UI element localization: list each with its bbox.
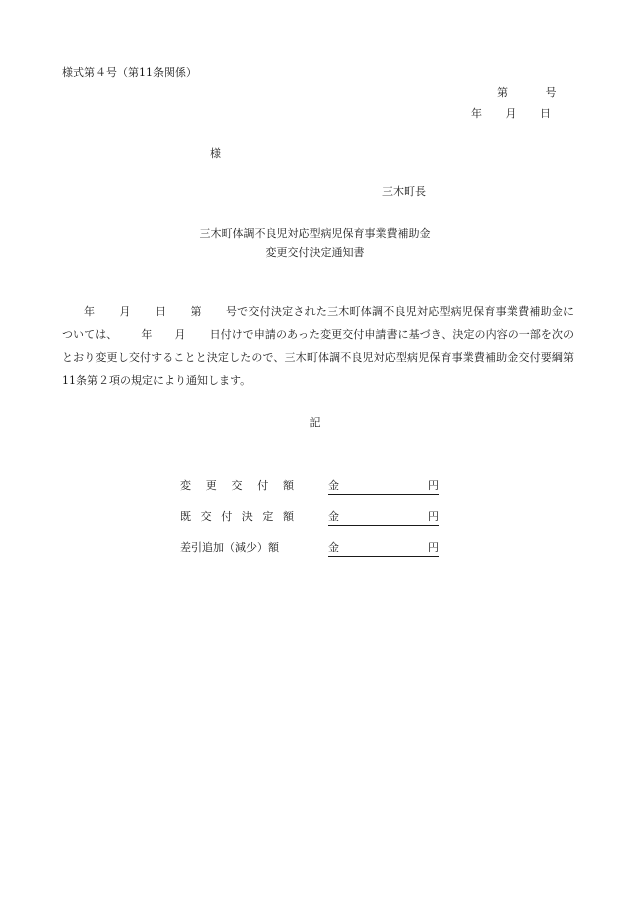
- body-text-1: 号で交付決定された三木町体調不良児対応型病児保育事業費補助金については、: [62, 305, 575, 341]
- kin-prefix: 金: [328, 541, 339, 554]
- yen-suffix: 円: [428, 510, 439, 523]
- label-char: 付: [257, 479, 269, 492]
- label-char: 交: [231, 479, 243, 492]
- label-char: 付: [221, 510, 233, 523]
- amount-field: [328, 542, 439, 557]
- amount-field: [328, 480, 439, 495]
- issuer-name: 三木町長: [382, 185, 426, 198]
- label-text: 差引追加（減少）額: [180, 541, 279, 554]
- label-char: 額: [282, 510, 294, 523]
- yen-suffix: 円: [428, 541, 439, 554]
- body-year-2: 年: [141, 328, 153, 341]
- label-char: 額: [283, 479, 294, 492]
- amount-label: [180, 542, 294, 553]
- body-month-2: 月: [174, 328, 186, 341]
- form-label: 様式第４号（第11条関係）: [62, 66, 197, 79]
- label-char: 既: [180, 510, 191, 523]
- kin-prefix: 金: [328, 479, 339, 492]
- body-dai: 第: [190, 305, 202, 318]
- label-char: 更: [205, 479, 217, 492]
- document-date-line: 年 月 日: [471, 107, 551, 120]
- amount-label: [180, 511, 294, 522]
- label-char: 交: [200, 510, 212, 523]
- label-char: 変: [180, 479, 191, 492]
- document-title-line-1: 三木町体調不良児対応型病児保育事業費補助金: [199, 227, 431, 240]
- amount-field: [328, 511, 439, 526]
- yen-suffix: 円: [428, 479, 439, 492]
- body-day: 日: [154, 305, 167, 318]
- body-text-2: 日付けで申請のあった変更交付申請書に基づき、決定の内容の一部を次のとおり変更し交付することと決定したので、三木町体調不良児対応型病児保育事業費補助金交付要綱第11条第２項の規定により通知します。: [62, 328, 575, 387]
- body-month: 月: [119, 305, 131, 318]
- label-char: 決: [241, 510, 253, 523]
- kin-prefix: 金: [328, 510, 339, 523]
- document-number-line: 第 号: [497, 86, 557, 99]
- body-year: 年: [84, 305, 96, 318]
- addressee-honorific: 様: [210, 147, 221, 160]
- document-title-line-2: 変更交付決定通知書: [265, 246, 365, 259]
- amount-label: [180, 480, 294, 491]
- body-paragraph: [62, 300, 574, 392]
- ki-heading: 記: [309, 416, 321, 429]
- label-char: 定: [262, 510, 274, 523]
